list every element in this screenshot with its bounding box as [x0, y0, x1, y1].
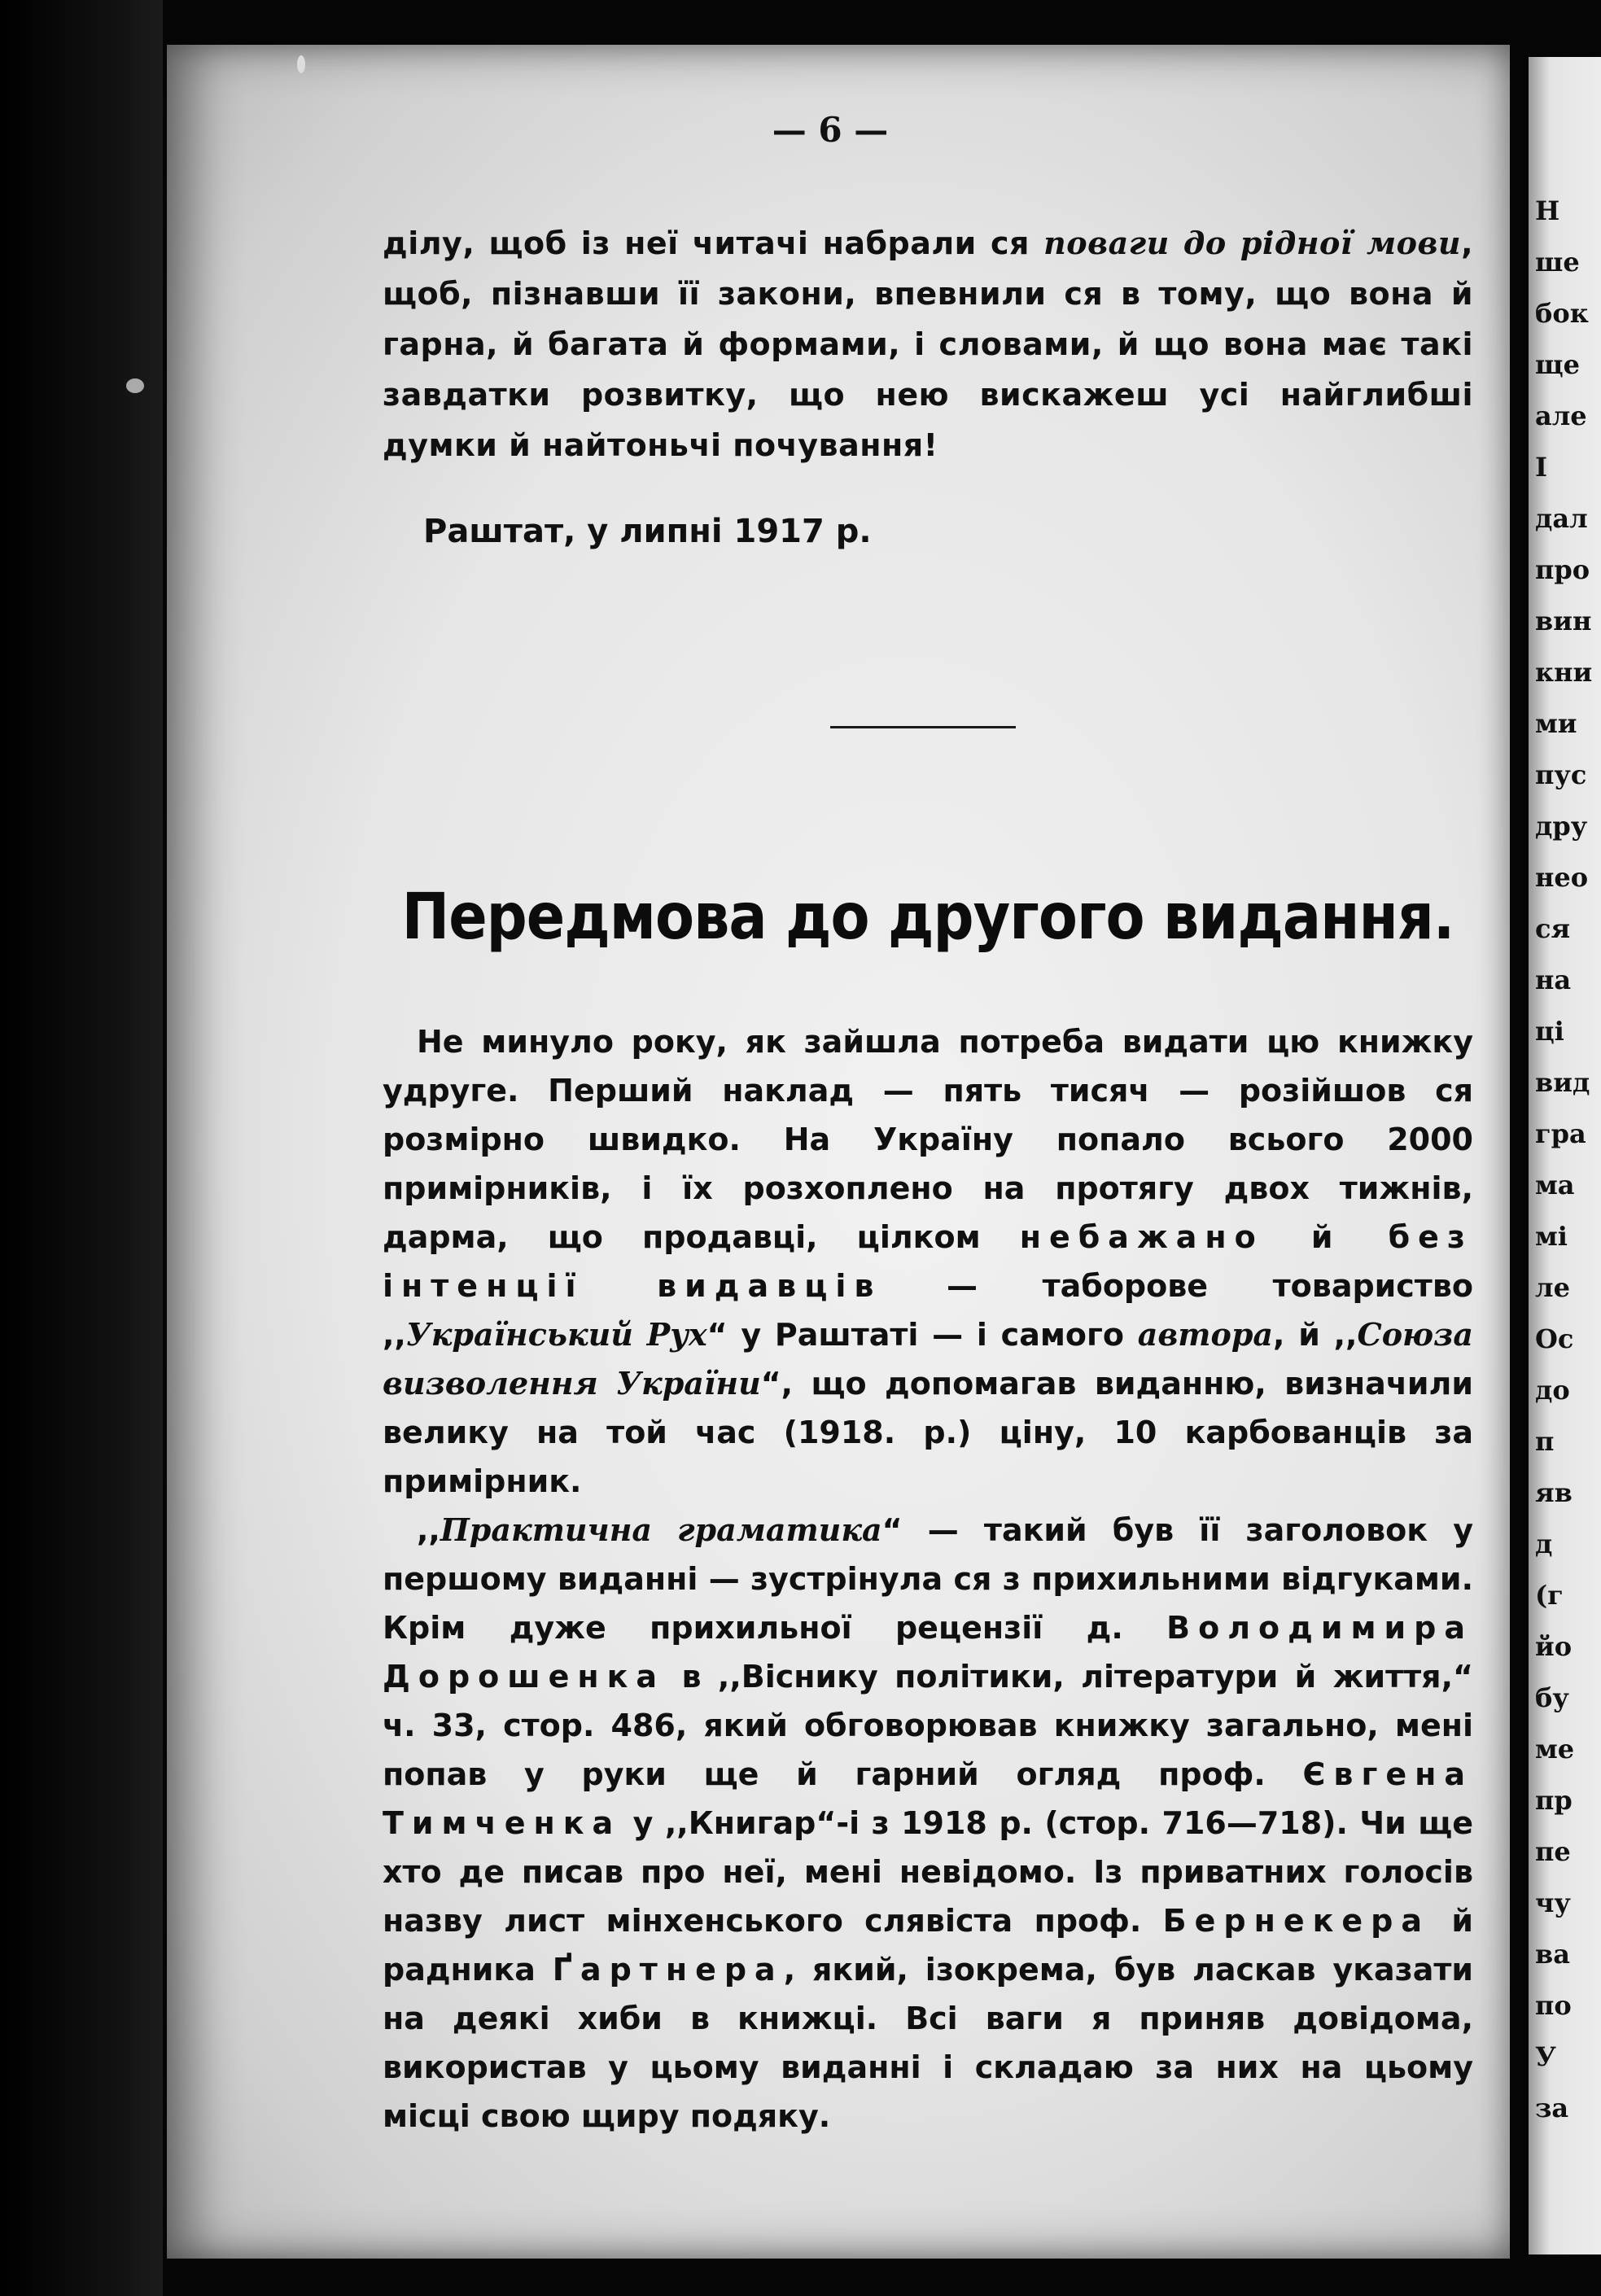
- facing-page-fragment: але: [1535, 400, 1587, 431]
- facing-page-fragment: гра: [1535, 1118, 1586, 1149]
- emphasis-text: Практична граматика: [440, 1511, 882, 1548]
- preface-body: [383, 1017, 1473, 2141]
- emphasis-text: Український Рух: [405, 1316, 707, 1353]
- section-divider: [830, 726, 1016, 728]
- text-run: , й ,,: [1273, 1317, 1358, 1353]
- spaced-name: Ґартнера: [552, 1952, 784, 1988]
- closing-paragraph: [383, 218, 1473, 470]
- paragraph-2: [383, 1506, 1473, 2141]
- text-run: “ — такий був її заголовок у першому виданні — зустрінула ся з прихильними відгуками. Крім дуже прихильної рецензії д.: [383, 1512, 1473, 1646]
- place-and-date: Раштат, у липні 1917 р.: [423, 513, 872, 550]
- spaced-name: Бернекера: [1162, 1903, 1431, 1939]
- facing-page-fragment: ме: [1535, 1734, 1575, 1765]
- text-run: “, що допомагав виданню, визначили велику на той час (1918. р.) ціну, 10 карбованців за примірник.: [383, 1366, 1473, 1499]
- text-run: , який, ізокрема, був ласкав указати на деякі хиби в книжці. Всі ваги я приняв довідома, використав у цьому виданні і складаю за них на цьому місці свою щиру подяку.: [383, 1952, 1474, 2134]
- emphasis-text: поваги до рідної мови: [1043, 225, 1462, 261]
- text-run: ,,: [417, 1512, 440, 1548]
- facing-page-fragment: до: [1535, 1375, 1570, 1406]
- facing-page-fragment: бок: [1535, 298, 1589, 329]
- facing-page-fragment: пе: [1535, 1836, 1571, 1867]
- spaced-name: Володимира Дорошенка: [383, 1610, 1473, 1695]
- scan-border-left: [0, 0, 163, 2296]
- text-run: “ у Раштаті — і самого: [706, 1317, 1138, 1353]
- facing-page-fragment: Н: [1535, 195, 1560, 226]
- facing-page-fragment: д: [1535, 1528, 1553, 1559]
- text-run: , щоб, пізнавши її закони, впевнили ся в тому, що вона й гарна, й багата й формами, і словами, й що вона має такі завдатки розвитку, що нею вискажеш усі найглибші думки й найтоньчі почування!: [383, 225, 1473, 463]
- facing-page-fragment: вид: [1535, 1067, 1590, 1098]
- facing-page-fragment: (г: [1535, 1580, 1564, 1611]
- text-run: в ,,Віснику політики, літератури й життя,“ ч. 33, стор. 486, який обговорював книжку загально, мені попав у руки ще й гарний огляд проф.: [383, 1659, 1473, 1792]
- scan-speck: [297, 55, 305, 73]
- text-run: — таборове товариство ,,: [383, 1268, 1473, 1353]
- facing-page-fragment: чу: [1535, 1887, 1571, 1918]
- facing-page-fragment: за: [1535, 2093, 1569, 2123]
- text-run: Не минуло року, як зайшла потреба видати цю книжку удруге. Перший наклад — пять тисяч — розійшов ся розмірно швидко. На Україну попало всього 2000 примірників, і їх розхоплено на протягу двох тижнів, дарма, що продавці, цілком: [383, 1024, 1473, 1255]
- facing-page-fragment: Ос: [1535, 1323, 1574, 1354]
- facing-page-fragment: пр: [1535, 1785, 1573, 1816]
- facing-page-fragment: ще: [1535, 349, 1580, 380]
- facing-page-fragment: ми: [1535, 708, 1577, 739]
- facing-page-fragment: дал: [1535, 503, 1588, 534]
- facing-page-fragment: ле: [1535, 1272, 1570, 1303]
- emphasis-text: Союза визволення України: [383, 1316, 1473, 1402]
- facing-page-fragment: ма: [1535, 1170, 1575, 1200]
- section-heading: Передмова до другого видання.: [401, 879, 1454, 954]
- spaced-name: Євгена Тимченка: [383, 1756, 1473, 1841]
- scan-speck: [126, 378, 144, 393]
- facing-page-fragment: яв: [1535, 1477, 1573, 1508]
- facing-page-fragment: пус: [1535, 759, 1587, 790]
- facing-page-fragment: йо: [1535, 1631, 1573, 1662]
- facing-page-edge: [1529, 57, 1601, 2254]
- text-run: ділу, щоб із неї читачі набрали ся: [383, 225, 1044, 261]
- paragraph-1: [383, 1017, 1473, 1506]
- facing-page-fragment: про: [1535, 554, 1590, 585]
- page-number: — 6 —: [772, 110, 889, 150]
- facing-page-fragment: нео: [1535, 862, 1589, 893]
- facing-page-fragment: кни: [1535, 657, 1593, 688]
- emphasis-text: автора: [1137, 1316, 1274, 1353]
- spaced-text: небажано й без інтенції видавців: [383, 1219, 1473, 1304]
- facing-page-fragment: У: [1535, 2041, 1556, 2072]
- text-run: й радника: [383, 1903, 1474, 1988]
- facing-page-fragment: ся: [1535, 913, 1571, 944]
- facing-page-fragment: ва: [1535, 1939, 1570, 1970]
- facing-page-fragment: бу: [1535, 1682, 1569, 1713]
- facing-page-fragment: по: [1535, 1990, 1572, 2021]
- facing-page-fragment: І: [1535, 452, 1547, 483]
- facing-page-fragment: на: [1535, 964, 1572, 995]
- facing-page-fragment: ці: [1535, 1016, 1564, 1047]
- facing-page-fragment: вин: [1535, 606, 1592, 636]
- text-run: у ,,Книгар“-і з 1918 р. (стор. 716—718). Чи ще хто де писав про неї, мені невідомо. Із приватних голосів назву лист мінхенського слявіста проф.: [383, 1805, 1473, 1939]
- facing-page-fragment: п: [1535, 1426, 1555, 1457]
- facing-page-fragment: ше: [1535, 247, 1580, 278]
- facing-page-fragment: мі: [1535, 1221, 1568, 1252]
- facing-page-fragment: дру: [1535, 811, 1588, 842]
